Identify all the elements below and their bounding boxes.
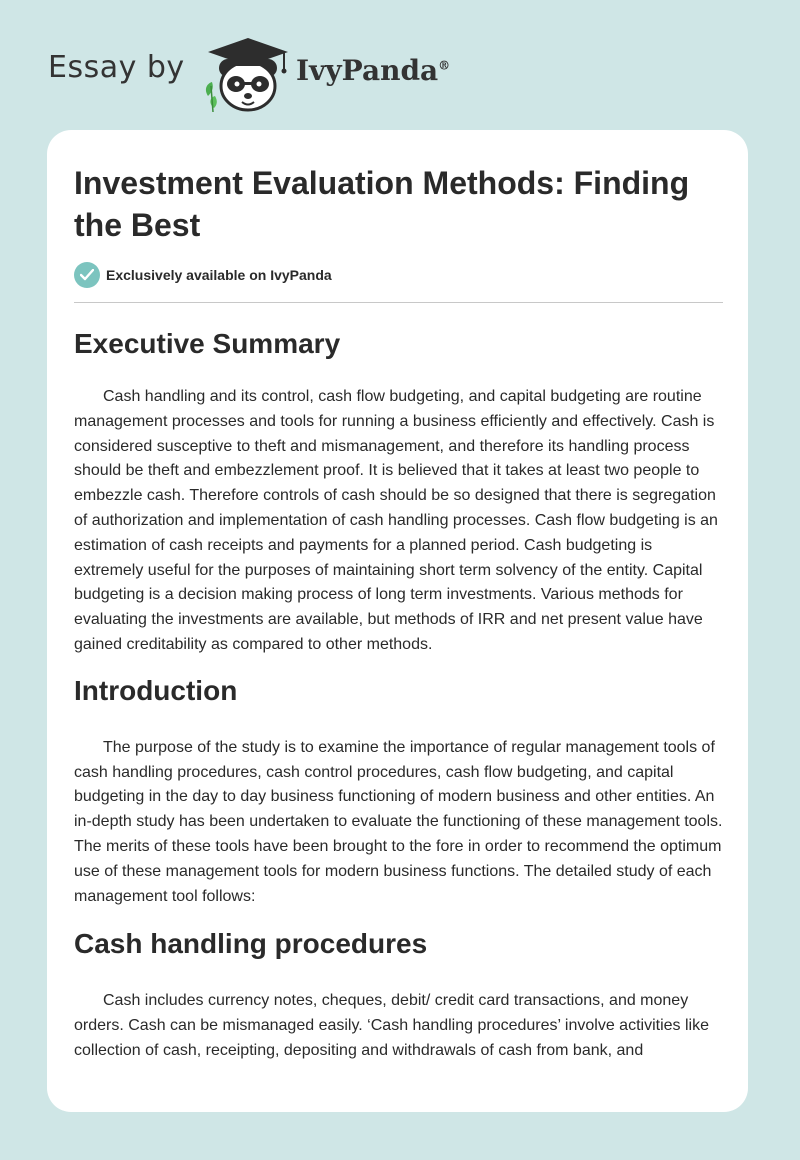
- registered-mark: ®: [438, 58, 451, 73]
- article-content: [74, 162, 724, 1064]
- article-title: Investment Evaluation Methods: Finding the Best: [74, 165, 690, 243]
- section-paragraph: Cash handling and its control, cash flow budgeting, and capital budgeting are routine management processes and tools for running a business efficiently and effectively. Cash is considered susceptive to theft and mismanagement, and therefore its handling process should be theft and embezzlement proof. It is believed that it takes at least two people to embezzle cash. Therefore controls of cash should be so designed that there is segregation of authorization and implementation of cash handling processes. Cash flow budgeting is an estimation of cash receipts and payments for a planned period. Cash budgeting is extremely useful for the purposes of maintaining short term solvency of the entity. Capital budgeting is a decision making process of long term investments. Various methods for evaluating the investments are available, but methods of IRR and net present value have gained creditability as compared to other methods.: [74, 388, 718, 653]
- section-heading: Cash handling procedures: [74, 928, 428, 960]
- panda-logo-icon[interactable]: [200, 34, 296, 114]
- divider: [74, 302, 723, 303]
- site-header: [0, 0, 800, 130]
- essay-by-label: Essay by: [48, 50, 185, 85]
- section-paragraph: Cash includes currency notes, cheques, debit/ credit card transactions, and money orders. Cash can be mismanaged easily. ‘Cash handling procedures’ involve activities like collection of cash, receipting, depositing and withdrawals of cash from bank, and: [74, 992, 709, 1059]
- section-paragraph: The purpose of the study is to examine the importance of regular management tools of cash handling procedures, cash control procedures, cash flow budgeting, and capital budgeting in the day to day business functioning of modern business and other entities. An in-depth study has been undertaken to evaluate the functioning of these management tools. The merits of these tools have been brought to the fore in order to recommend the optimum use of these management tools for modern business functions. The detailed study of each management tool follows:: [74, 738, 723, 905]
- exclusive-badge: [74, 260, 724, 290]
- brand-name[interactable]: [296, 54, 450, 87]
- brand-text: IvyPanda: [296, 54, 439, 87]
- section-heading: Executive Summary: [74, 328, 341, 359]
- section-heading: Introduction: [74, 674, 238, 706]
- article-card: [47, 130, 748, 1112]
- badge-text: Exclusively available on IvyPanda: [106, 267, 332, 283]
- check-circle-icon: [74, 262, 100, 288]
